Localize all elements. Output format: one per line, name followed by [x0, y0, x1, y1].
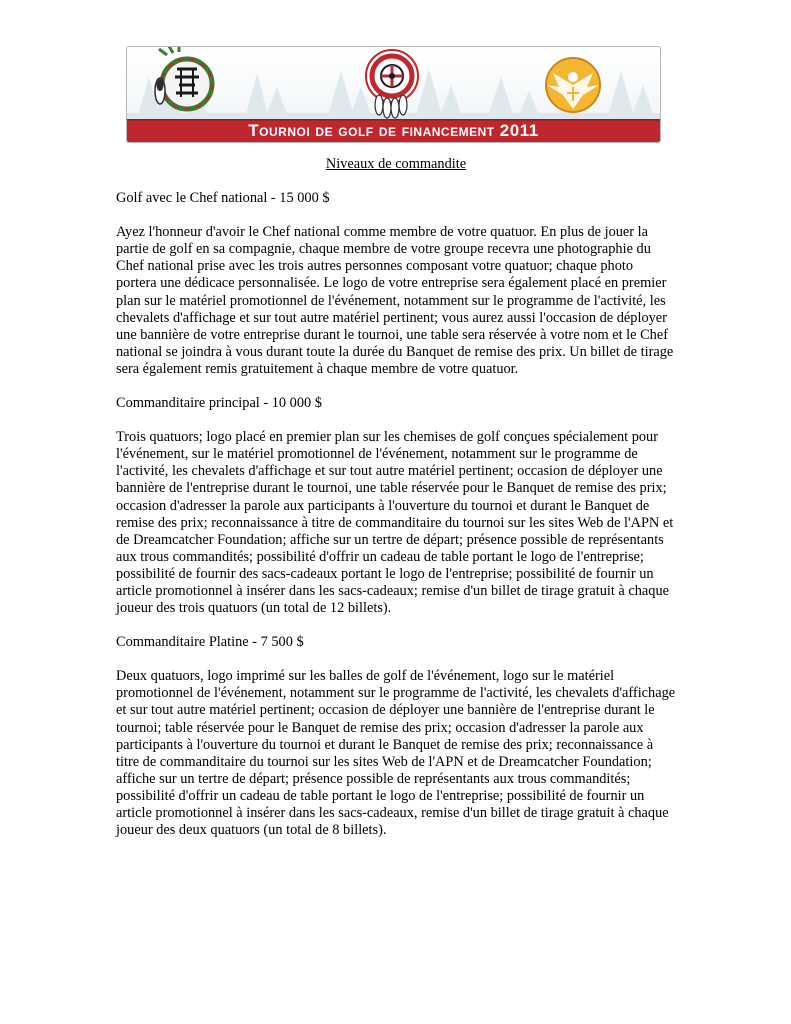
sponsorship-level-description: Trois quatuors; logo placé en premier plan sur les chemises de golf conçues spécialement pour l'événement, sur le matériel promotionnel de l'événement, notamment sur le programme de l'activité, les chevalets d'affichage et sur tout autre matériel pertinent; occasion de déployer une bannière de l'entreprise durant le tournoi, une table réservée pour le Banquet de remise des prix; occasion d'adresser la parole aux participants à l'ouverture du tournoi et durant le Banquet de remise des prix; reconnaissance à titre de commanditaire du tournoi sur les sites Web de l'APN et de Dreamcatcher Foundation; affiche sur un tertre de départ; présence possible de représentants aux trous commandités; possibilité d'offrir un cadeau de table portant le logo de l'entreprise; possibilité de fournir des sacs-cadeaux portant le logo de l'entreprise; possibilité de fournir un article promotionnel à insérer dans les sacs-cadeaux; remise d'un billet de tirage gratuit à chaque joueur des trois quatuors (un total de 12 billets).: [116, 429, 674, 617]
golden-eagle-emblem-icon: [546, 58, 600, 112]
banner-title: Tournoi de golf de financement 2011: [248, 121, 539, 140]
sponsorship-level-description: Ayez l'honneur d'avoir le Chef national comme membre de votre quatuor. En plus de jouer la partie de golf en sa compagnie, chaque membre de votre groupe recevra une photographie du Chef national prise avec les trois autres personnes composant votre quatuor; chaque photo portera une dédicace personnalisée. Le logo de votre entreprise sera également placé en premier plan sur le matériel promotionnel de l'événement, notamment sur le programme de l'activité, les chevalets d'affichage et sur tout autre matériel pertinent; vous aurez aussi l'occasion de déployer une bannière de votre entreprise durant le tournoi, une table sera réservée à votre nom et le Chef national se joindra à vous durant toute la durée du Banquet de remise des prix. Un billet de tirage sera également remis gratuitement à chaque membre de votre quatuor.: [116, 224, 674, 377]
page-title: Niveaux de commandite: [325, 156, 467, 172]
document-body: [116, 150, 676, 839]
sponsorship-level-title: Golf avec le Chef national - 15 000 $: [116, 190, 330, 207]
sponsorship-level-title: Commanditaire principal - 10 000 $: [116, 395, 322, 412]
header-banner: [126, 46, 661, 143]
sponsorship-level-title: Commanditaire Platine - 7 500 $: [116, 634, 304, 651]
sponsorship-level-description: Deux quatuors, logo imprimé sur les balles de golf de l'événement, logo sur le matériel promotionnel de l'événement, notamment sur le programme de l'activité, les chevalets d'affichage et sur tout autre matériel pertinent; occasion de déployer une bannière de l'entreprise durant le tournoi; table réservée pour le Banquet de remise des prix; occasion d'adresser la parole aux participants à l'ouverture du tournoi et durant le Banquet de remise des prix; reconnaissance à titre de commanditaire du tournoi sur les sites Web de l'APN et de Dreamcatcher Foundation; affiche sur un tertre de départ; présence possible de représentants aux trous commandités; possibilité d'offrir un cadeau de table portant le logo de l'entreprise; possibilité de fournir un article promotionnel à insérer dans les sacs-cadeaux, remise d'un billet de tirage gratuit à chaque joueur des deux quatuors (un total de 8 billets).: [116, 668, 676, 839]
